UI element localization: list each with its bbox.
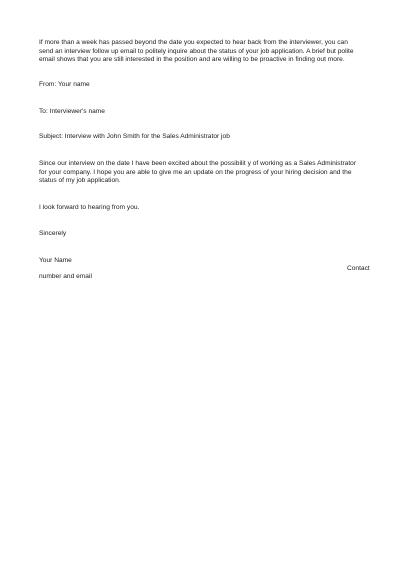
to-line: To: Interviewer's name xyxy=(39,107,105,115)
contact-label: Contact xyxy=(347,265,370,272)
signature-name: Your Name xyxy=(39,256,72,264)
sign-off: Sincerely xyxy=(39,230,67,237)
closing-line: I look forward to hearing from you. xyxy=(39,204,140,211)
body-line-3: status of my job application. xyxy=(39,177,121,184)
intro-line-3: email shows that you are still interested in the position and are willing to be proactive in finding out more. xyxy=(39,56,345,63)
contact-detail: number and email xyxy=(39,273,92,280)
subject-line: Subject: Interview with John Smith for the Sales Administrator job xyxy=(39,133,230,140)
intro-line-2: send an interview follow up email to politely inquire about the status of your job application. A brief but polite xyxy=(39,47,354,55)
body-line-2: for your company. I hope you are able to give me an update on the progress of your hiring decision and the xyxy=(39,168,352,176)
body-line-1: Since our interview on the date I have been excited about the possibilit y of working as a Sales Administrator xyxy=(39,160,357,167)
from-line: From: Your name xyxy=(39,80,90,88)
intro-line-1: If more than a week has passed beyond the date you expected to hear back from the interviewer, you can xyxy=(39,39,348,46)
